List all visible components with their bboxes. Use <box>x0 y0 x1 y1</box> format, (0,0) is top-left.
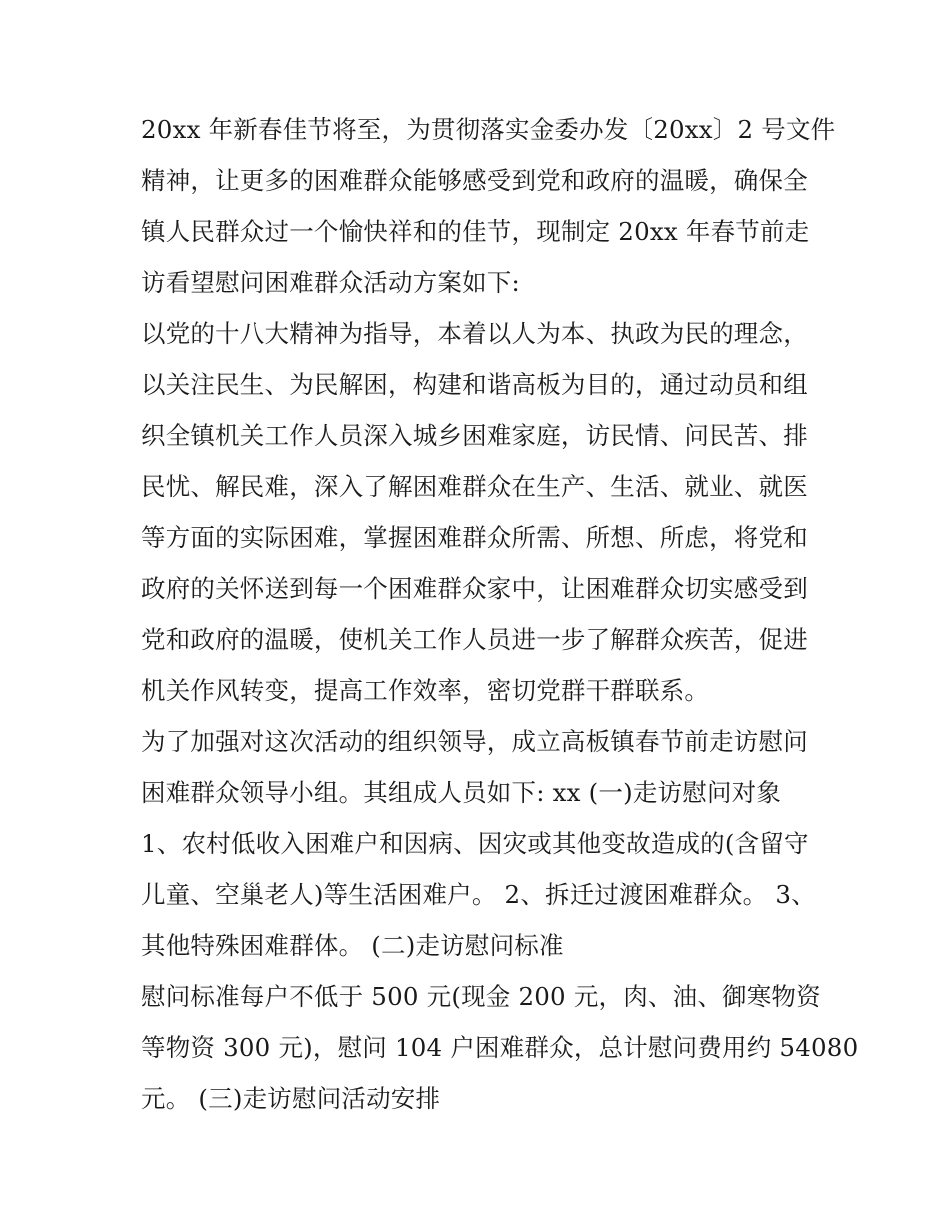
text-line-8: 民忧、解民难，深入了解困难群众在生产、生活、就业、就医 <box>141 472 808 501</box>
text-line-13: 为了加强对这次活动的组织领导，成立高板镇春节前走访慰问 <box>141 727 808 756</box>
text-line-12: 机关作风转变，提高工作效率，密切党群干群联系。 <box>141 676 710 705</box>
text-line-6: 以关注民生、为民解困，构建和谐高板为目的，通过动员和组 <box>141 370 808 399</box>
text-line-15: 1、农村低收入困难户和因病、因灾或其他变故造成的(含留守 <box>141 829 809 858</box>
text-line-7: 织全镇机关工作人员深入城乡困难家庭，访民情、问民苦、排 <box>141 421 808 450</box>
text-line-16: 儿童、空巢老人)等生活困难户。 2、拆迁过渡困难群众。 3、 <box>141 880 816 909</box>
text-line-10: 政府的关怀送到每一个困难群众家中，让困难群众切实感受到 <box>141 574 808 603</box>
text-line-4: 访看望慰问困难群众活动方案如下: <box>141 268 520 297</box>
text-line-5: 以党的十八大精神为指导，本着以人为本、执政为民的理念， <box>141 319 808 348</box>
text-line-14: 困难群众领导小组。其组成人员如下: xx (一)走访慰问对象 <box>141 778 782 807</box>
text-line-2: 精神，让更多的困难群众能够感受到党和政府的温暖，确保全 <box>141 166 808 195</box>
text-line-1: 20xx 年新春佳节将至，为贯彻落实金委办发〔20xx〕2 号文件 <box>141 115 836 144</box>
text-line-3: 镇人民群众过一个愉快祥和的佳节，现制定 20xx 年春节前走 <box>141 217 810 246</box>
text-line-19: 等物资 300 元)，慰问 104 户困难群众，总计慰问费用约 54080 <box>141 1033 859 1062</box>
text-line-17: 其他特殊困难群体。 (二)走访慰问标准 <box>141 931 564 960</box>
text-line-11: 党和政府的温暖，使机关工作人员进一步了解群众疾苦，促进 <box>141 625 808 654</box>
text-line-20: 元。 (三)走访慰问活动安排 <box>141 1084 441 1113</box>
text-line-9: 等方面的实际困难，掌握困难群众所需、所想、所虑，将党和 <box>141 523 808 552</box>
text-line-18: 慰问标准每户不低于 500 元(现金 200 元，肉、油、御寒物资 <box>141 982 821 1011</box>
